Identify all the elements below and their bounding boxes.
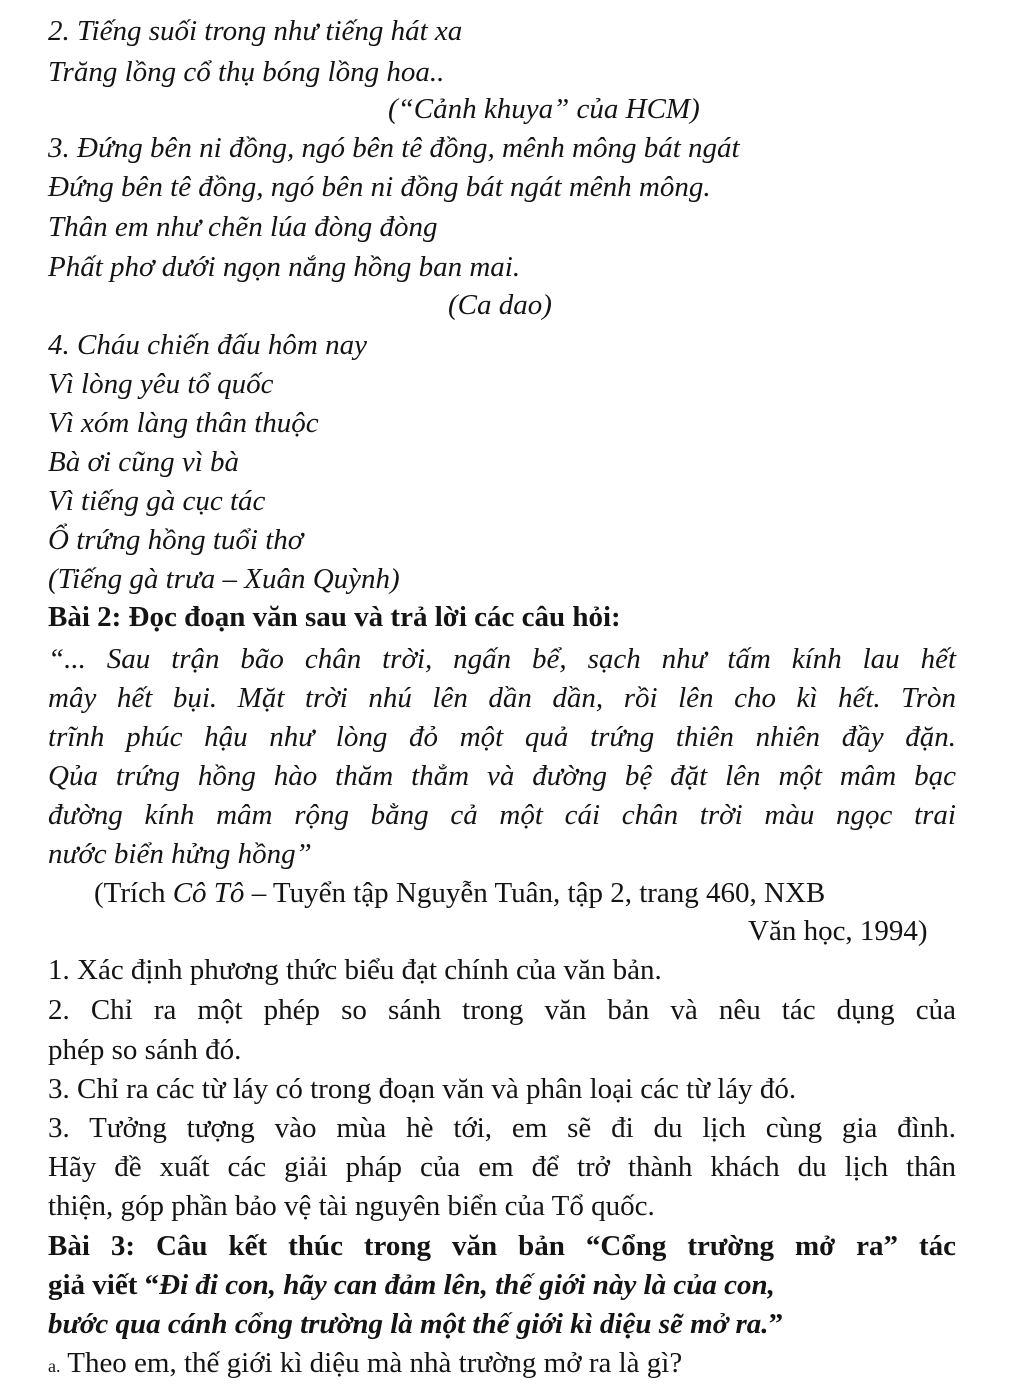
question-2-line1: 2. Chỉ ra một phép so sánh trong văn bản và nêu tác dụng của <box>48 994 956 1026</box>
bai3-line3-suffix: ” <box>768 1308 784 1340</box>
poem3-line3: Thân em như chẽn lúa đòng đòng <box>48 211 438 243</box>
poem3-line4: Phất phơ dưới ngọn nắng hồng ban mai. <box>48 251 521 283</box>
poem2-source: (“Cảnh khuya” của HCM) <box>388 93 700 125</box>
question-4-line2: Hãy đề xuất các giải pháp của em để trở thành khách du lịch thân <box>48 1151 956 1183</box>
bai3-question-a <box>48 1346 682 1383</box>
poem4-line4: Bà ơi cũng vì bà <box>48 446 240 478</box>
citation-rest: – Tuyển tập Nguyễn Tuân, tập 2, trang 460, NXB <box>244 877 826 909</box>
passage-line: “... Sau trận bão chân trời, ngấn bể, sạch như tấm kính lau hết <box>48 643 956 675</box>
poem3-line2: Đứng bên tê đồng, ngó bên ni đồng bát ngát mênh mông. <box>48 171 711 203</box>
passage-line: đường kính mâm rộng bằng cả một cái chân trời màu ngọc trai <box>48 799 956 831</box>
question-a-text: Theo em, thế giới kì diệu mà nhà trường mở ra là gì? <box>60 1347 683 1379</box>
question-3: 3. Chỉ ra các từ láy có trong đoạn văn và phân loại các từ láy đó. <box>48 1073 797 1105</box>
bai3-line3 <box>48 1307 783 1341</box>
poem2-line2: Trăng lồng cổ thụ bóng lồng hoa.. <box>48 56 445 88</box>
question-a-marker: a. <box>48 1356 61 1376</box>
poem4-line3: Vì xóm làng thân thuộc <box>48 407 319 439</box>
poem4-line1: 4. Cháu chiến đấu hôm nay <box>48 329 367 361</box>
bai3-line1: Bài 3: Câu kết thúc trong văn bản “Cổng trường mở ra” tác <box>48 1230 956 1262</box>
poem4-line5: Vì tiếng gà cục tác <box>48 485 266 517</box>
poem3-source: (Ca dao) <box>448 289 552 321</box>
passage-line: Qủa trứng hồng hào thăm thẳm và đường bệ đặt lên một mâm bạc <box>48 760 956 792</box>
citation-line2: Văn học, 1994) <box>748 915 928 947</box>
citation-prefix: (Trích <box>94 877 173 909</box>
poem4-source: (Tiếng gà trưa – Xuân Quỳnh) <box>48 563 400 595</box>
bai3-quote-part1: Đi đi con, hãy can đảm lên, thế giới này là của con, <box>159 1269 775 1301</box>
passage-line: trĩnh phúc hậu như lòng đỏ một quả trứng thiên nhiên đầy đặn. <box>48 721 956 753</box>
question-1: 1. Xác định phương thức biểu đạt chính của văn bản. <box>48 954 662 986</box>
passage-line: mây hết bụi. Mặt trời nhú lên dần dần, rồi lên cho kì hết. Tròn <box>48 682 956 714</box>
question-2-line2: phép so sánh đó. <box>48 1034 242 1066</box>
poem3-line1: 3. Đứng bên ni đồng, ngó bên tê đồng, mênh mông bát ngát <box>48 132 740 164</box>
citation-title: Cô Tô <box>172 877 245 909</box>
poem4-line6: Ổ trứng hồng tuổi thơ <box>48 524 304 556</box>
poem2-line1: 2. Tiếng suối trong như tiếng hát xa <box>48 15 463 47</box>
bai3-quote-part2: bước qua cánh cổng trường là một thế giới kì diệu sẽ mở ra. <box>48 1308 769 1340</box>
question-4-line3: thiện, góp phần bảo vệ tài nguyên biển của Tổ quốc. <box>48 1190 655 1222</box>
bai3-line2-prefix: giả viết “ <box>48 1269 160 1301</box>
bai2-heading: Bài 2: Đọc đoạn văn sau và trả lời các câu hỏi: <box>48 601 621 633</box>
bai3-line2 <box>48 1268 775 1302</box>
citation <box>94 876 825 910</box>
passage-line: nước biển hửng hồng” <box>48 838 312 870</box>
question-4-line1: 3. Tưởng tượng vào mùa hè tới, em sẽ đi du lịch cùng gia đình. <box>48 1112 956 1144</box>
poem4-line2: Vì lòng yêu tổ quốc <box>48 368 274 400</box>
